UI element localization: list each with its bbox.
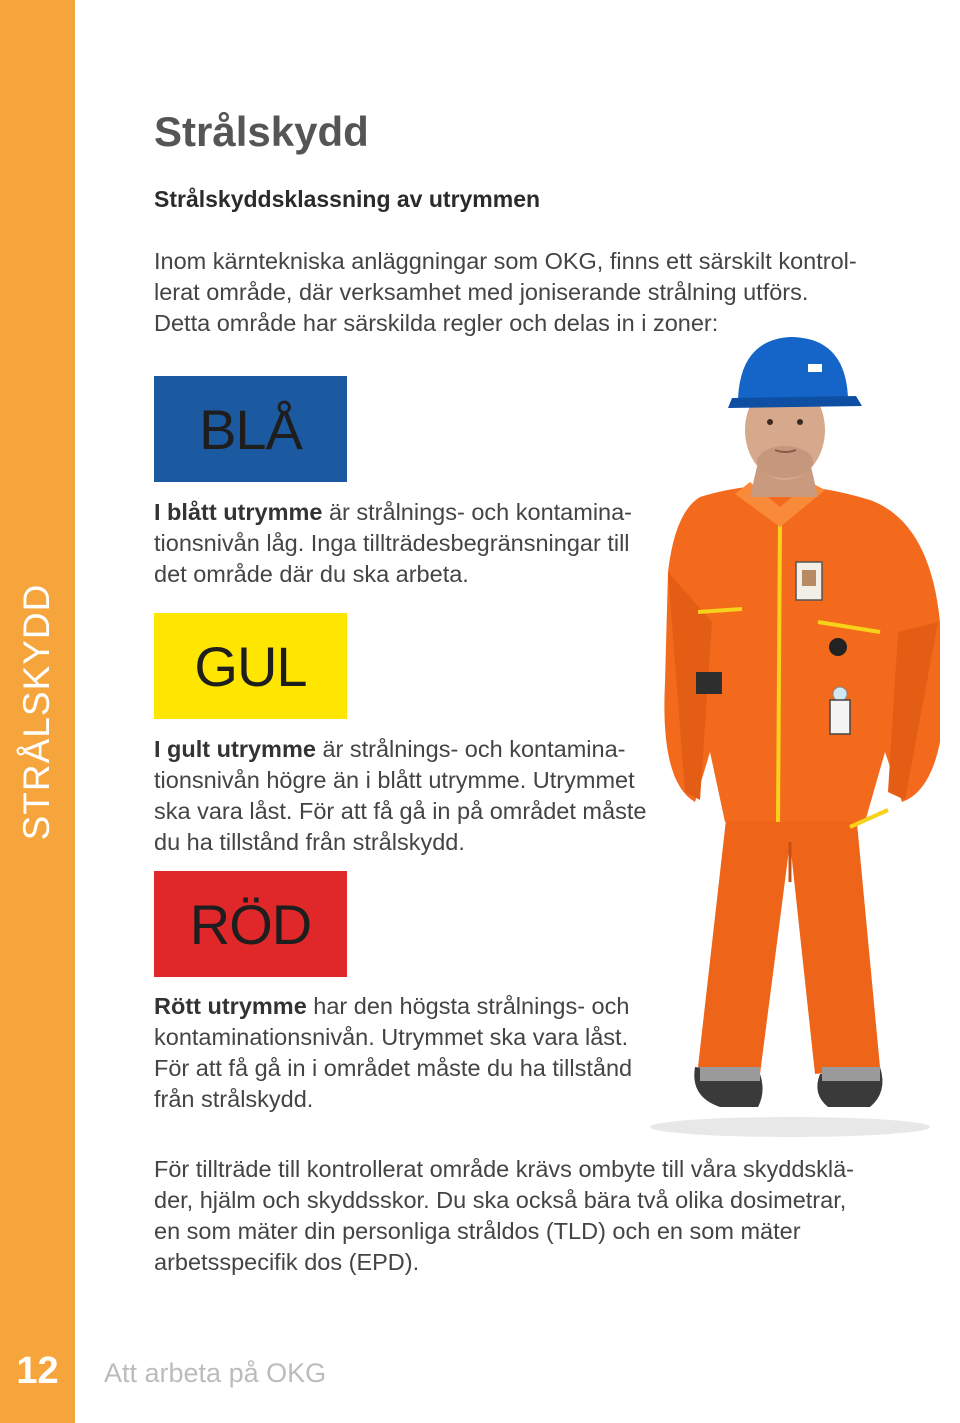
zone-line: För att få gå in i området måste du ha tillstånd: [154, 1055, 633, 1081]
intro-line: Detta område har särskilda regler och delas in i zoner:: [154, 310, 719, 336]
zone-line: ska vara låst. För att få gå in på området måste: [154, 798, 647, 824]
zone-line: det område där du ska arbeta.: [154, 561, 469, 587]
zone-line: kontaminationsnivån. Utrymmet ska vara låst.: [154, 1024, 629, 1050]
outro-line: arbetsspecifik dos (EPD).: [154, 1249, 420, 1275]
zone-red-description: [154, 991, 674, 1115]
zone-red-lead: Rött utrymme: [154, 993, 307, 1019]
outro-line: För tillträde till kontrollerat område krävs ombyte till våra skyddsklä-: [154, 1156, 855, 1182]
outro-line: en som mäter din personliga stråldos (TLD) och en som mäter: [154, 1218, 801, 1244]
zone-line: du ha tillstånd från strålskydd.: [154, 829, 465, 855]
page-number: 12: [16, 1350, 59, 1392]
page-title: Strålskydd: [154, 108, 369, 155]
zone-line: från strålskydd.: [154, 1086, 314, 1112]
zone-line: tionsnivån låg. Inga tillträdesbegränsningar till: [154, 530, 630, 556]
section-subtitle: Strålskyddsklassning av utrymmen: [154, 186, 541, 212]
zone-line: tionsnivån högre än i blått utrymme. Utrymmet: [154, 767, 635, 793]
zone-line: är strålnings- och kontamina-: [322, 499, 633, 525]
footer-text: Att arbeta på OKG: [104, 1358, 327, 1388]
zone-blue-description: [154, 497, 674, 590]
zone-yellow-description: [154, 734, 684, 858]
zone-yellow-lead: I gult utrymme: [154, 736, 316, 762]
intro-line: lerat område, där verksamhet med joniserande strålning utförs.: [154, 279, 809, 305]
outro-paragraph: [154, 1154, 914, 1278]
worker-photo: [640, 322, 955, 1142]
zone-yellow-box: GUL: [154, 613, 347, 719]
zone-blue-box: BLÅ: [154, 376, 347, 482]
zone-line: har den högsta strålnings- och: [306, 993, 630, 1019]
sidebar: [0, 0, 75, 1423]
zone-blue-lead: I blått utrymme: [154, 499, 323, 525]
sidebar-title: STRÅLSKYDD: [16, 583, 57, 841]
intro-line: Inom kärntekniska anläggningar som OKG, finns ett särskilt kontrol-: [154, 248, 857, 274]
outro-line: der, hjälm och skyddsskor. Du ska också bära två olika dosimetrar,: [154, 1187, 847, 1213]
zone-red-box: RÖD: [154, 871, 347, 977]
zone-line: är strålnings- och kontamina-: [315, 736, 626, 762]
